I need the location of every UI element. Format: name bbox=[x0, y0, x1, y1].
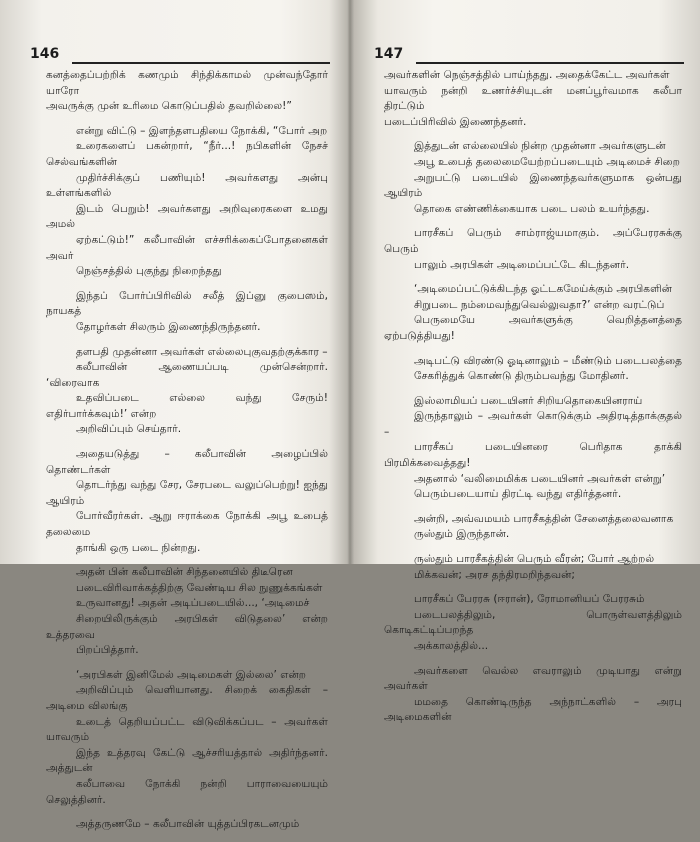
paragraph bbox=[46, 817, 328, 833]
text-line: அவர்களை வெல்ல எவராலும் முடியாது என்று அவர்கள் bbox=[384, 664, 682, 693]
text-line: பாரசீகப் பேரரசு (ஈரான்), ரோமானியப் பேரரசும் bbox=[414, 593, 645, 606]
paragraph bbox=[46, 68, 328, 115]
text-line: அடிபட்டு விரண்டு ஓடினாலும் – மீண்டும் படைபலத்தை bbox=[414, 354, 682, 367]
text-line: அதனால் ‘வலிமைமிக்க படையினர் அவர்கள் என்று’ bbox=[414, 472, 666, 485]
text-line: தொகை எண்ணிக்கையாக படை பலம் உயர்ந்தது. bbox=[414, 202, 650, 215]
paragraph bbox=[46, 289, 328, 336]
text-line: பாரசீகப் பெரும் சாம்ராஜ்யமாகும். அப்பேரரசுக்கு பெரும் bbox=[384, 227, 682, 255]
page-number-right: 147 bbox=[374, 46, 404, 62]
text-line: பெரும்படையாய் திரட்டி வந்து எதிர்த்தனர். bbox=[414, 488, 622, 501]
text-line: இந்தப் போர்ப்பிரிவில் சலீத் இப்னு குபைஸம், நாயகத் bbox=[46, 289, 328, 318]
text-line: அதையடுத்து – கலீபாவின் அழைப்பில் தொண்டர்கள் bbox=[46, 448, 328, 476]
text-line: சிறையிலிருக்கும் அரபிகள் விடுதலை’ என்ற உத்தரவை bbox=[46, 613, 328, 641]
text-line: பாலும் அரபிகள் அடிமைப்பட்டே கிடந்தனர். bbox=[414, 258, 630, 271]
text-line: கனத்தைப்பற்றிக் கணமும் சிந்திக்காமல் முன்வந்தோர் யாரோ bbox=[46, 69, 328, 97]
text-line: அறிவிப்பும் செய்தார். bbox=[76, 423, 182, 436]
right-page bbox=[350, 0, 700, 724]
text-line: அவர்களின் நெஞ்சத்தில் பாய்ந்தது. அதைக்கேட்ட அவர்கள் bbox=[384, 69, 670, 81]
paragraph bbox=[46, 447, 328, 556]
paragraph bbox=[46, 124, 328, 280]
text-line: உதவிப்படை எல்லை வந்து சேரும்! எதிர்பார்க்கவும்!’ என்ற bbox=[46, 392, 328, 420]
paragraph bbox=[384, 68, 682, 130]
paragraph bbox=[46, 345, 328, 439]
paragraph bbox=[384, 592, 682, 654]
text-line: அவருக்கு முன் உரிமை கொடுப்பதில் தவறில்லை!” bbox=[46, 100, 292, 113]
text-line: கலீபாவை நோக்கி நன்றி பாராவையையும் செலுத்தினர். bbox=[46, 777, 328, 806]
text-line: அத்தருணமே – கலீபாவின் யுத்தப்பிரகடனமும் bbox=[76, 818, 300, 831]
text-line: என்று விட்டு – இளந்தளபதியை நோக்கி, “போர் அற bbox=[76, 124, 328, 137]
text-line: இத்துடன் எல்லையில் நின்ற முதன்னா அவர்களுடன் bbox=[414, 140, 666, 153]
text-line: முதிர்ச்சிக்குப் பணியும்! அவர்களது அன்பு உள்ளங்களில் bbox=[46, 171, 328, 200]
text-line: தாங்கி ஒரு படை நின்றது. bbox=[76, 541, 201, 554]
paragraph bbox=[46, 565, 328, 659]
text-line: போர்வீரர்கள். ஆறு ஈராக்கை நோக்கி அபூ உபைத் தலைமை bbox=[46, 510, 328, 539]
text-line: சிறுபடை நம்மைவந்துவெல்லுவதா?’ என்ற வரட்டுப் bbox=[414, 298, 665, 311]
left-page bbox=[0, 0, 350, 831]
text-line: அறுபட்டு படையில் இணைந்தவர்களுமாக ஒன்பது ஆயிரம் bbox=[384, 171, 682, 200]
text-line: இருந்தாலும் – அவர்கள் கொடுக்கும் அதிரடித்தாக்குதல் – bbox=[384, 410, 682, 438]
text-line: படைபலத்திலும், பொருள்வளத்திலும் கொடிகட்டிப்பறந்த bbox=[384, 608, 682, 637]
text-line: இந்த உத்தரவு கேட்டு ஆச்சரியத்தால் அதிர்ந்தனர். அத்துடன் bbox=[46, 746, 328, 775]
text-line: அக்காலத்தில்... bbox=[414, 640, 489, 652]
text-line: தொடர்ந்து வந்து சேர, சேரபடை வலுப்பெற்று! ஐந்து ஆயிரம் bbox=[46, 479, 328, 507]
text-line: யாவரும் நன்றி உணர்ச்சியுடன் மனப்பூர்வமாக கலீபா திரட்டும் bbox=[384, 84, 682, 113]
text-line: அபூ உபைத் தலைமையேற்றப்படையும் அடிமைச் சிறை bbox=[414, 155, 680, 168]
text-line: ‘அடிமைப்பட்டுக்கிடந்த ஓட்டகமேய்க்கும் அரபிகளின் bbox=[414, 283, 673, 296]
paragraph bbox=[384, 512, 682, 543]
text-line: ருஸ்தும் பாரசீகத்தின் பெரும் வீரன்; போர் ஆற்றல் bbox=[414, 553, 655, 566]
left-page-text bbox=[46, 68, 328, 842]
paragraph bbox=[384, 282, 682, 344]
header-rule-right bbox=[416, 62, 684, 64]
text-line: கலீபாவின் ஆணையப்படி முன்சென்றார். ‘விரைவாக bbox=[46, 361, 328, 389]
text-line: அறிவிப்பும் வெளியானது. சிறைக் கைதிகள் – அடிமை விலங்கு bbox=[46, 684, 328, 712]
paragraph bbox=[384, 552, 682, 583]
text-line: உடைத் தெறியப்பட்ட விடுவிக்கப்பட – அவர்கள் யாவரும் bbox=[46, 715, 328, 744]
text-line: உரைகளைப் பகன்றார், “நீர்...! நபிகளின் நேசச் செல்வங்களின் bbox=[46, 140, 328, 168]
text-line: நெஞ்சத்தில் புகுந்து நிறைந்தது bbox=[76, 265, 222, 278]
text-line: தோழர்கள் சிலரும் இணைந்திருந்தனர். bbox=[76, 320, 261, 333]
text-line: அதன் பின் கலீபாவின் சிந்தனையில் திடீரென bbox=[76, 566, 293, 579]
text-line: பெருமையே அவர்களுக்கு வெறித்தனத்தை ஏற்படுத்தியது! bbox=[384, 314, 682, 342]
paragraph bbox=[384, 394, 682, 503]
paragraph bbox=[384, 354, 682, 385]
text-line: சேகரித்துக் கொண்டு திரும்பவந்து மோதினர். bbox=[414, 370, 629, 383]
text-line: இடம் பெறும்! அவர்களது அறிவுரைகளை உமது அமல் bbox=[46, 202, 328, 231]
text-line: ‘அரபிகள் இனிமேல் அடிமைகள் இல்லை’ என்ற bbox=[76, 668, 307, 681]
page-number-left: 146 bbox=[30, 46, 60, 62]
paragraph bbox=[46, 668, 328, 808]
text-line: மிக்கவன்; அரச தந்திரமறிந்தவன்; bbox=[414, 568, 575, 581]
right-page-text bbox=[384, 68, 682, 735]
text-line: ருஸ்தும் இருந்தான். bbox=[414, 528, 510, 541]
text-line: படைவிரிவாக்கத்திற்கு வேண்டிய சில நுணுக்கங்கள் bbox=[76, 581, 323, 594]
paragraph bbox=[384, 139, 682, 217]
text-line: இஸ்லாமியப் படையினர் சிறியதொகையினராய் bbox=[414, 394, 643, 407]
text-line: ஏற்கட்டும்!” கலீபாவின் எச்சரிக்கைப்போதனைகள் அவர் bbox=[46, 233, 328, 262]
paragraph bbox=[384, 226, 682, 273]
paragraph bbox=[384, 664, 682, 726]
header-rule-left bbox=[72, 62, 330, 64]
text-line: அன்றி, அவ்வமயம் பாரசீகத்தின் சேனைத்தலைவனாக bbox=[414, 512, 674, 525]
text-line: படைப்பிரிவில் இணைந்தனர். bbox=[384, 115, 527, 128]
text-line: தளபதி முதன்னா அவர்கள் எல்லைபுகுவதற்குக்கார – bbox=[76, 345, 328, 358]
text-line: மமதை கொண்டிருந்த அந்நாட்களில் – அரபு அடிமைகளின் bbox=[384, 695, 682, 724]
text-line: பாரசீகப் படையினரை பெரிதாக தாக்கி பிரமிக்கவைத்தது! bbox=[384, 441, 682, 470]
text-line: பிறப்பித்தார். bbox=[76, 644, 139, 657]
text-line: உருவானது! அதன் அடிப்படையில்..., ‘அடிமைச் bbox=[76, 597, 310, 610]
